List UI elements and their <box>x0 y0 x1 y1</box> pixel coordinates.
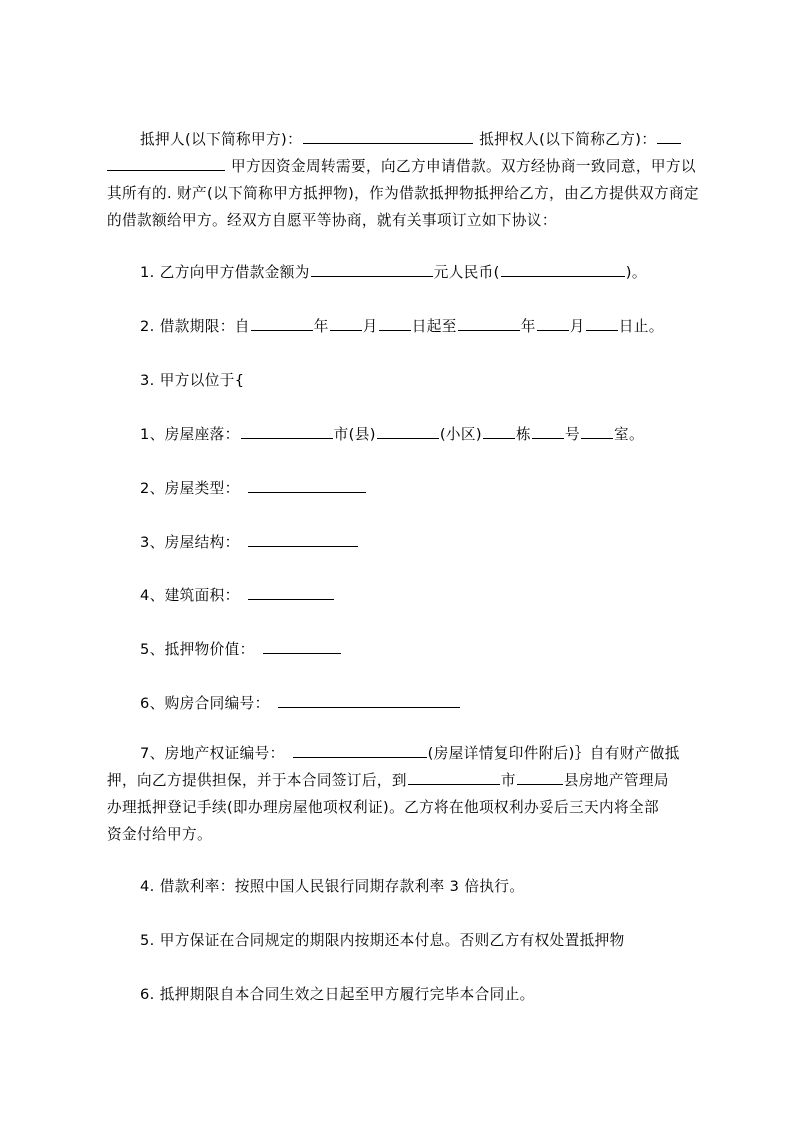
clause-1-suffix: )。 <box>625 264 647 281</box>
registry-office-label: 县房地产管理局 <box>563 772 669 789</box>
clause-5-text: 5. 甲方保证在合同规定的期限内按期还本付息。否则乙方有权处置抵押物 <box>140 932 625 949</box>
property-location <box>107 421 734 448</box>
party-b-label: 抵押权人(以下简称乙方)： <box>479 131 657 148</box>
loan-amount-blank[interactable] <box>311 262 433 277</box>
start-month-blank[interactable] <box>330 316 362 331</box>
building-label: 栋 <box>516 426 532 443</box>
property-area <box>107 582 734 609</box>
district-label: (小区) <box>439 426 483 443</box>
end-month-blank[interactable] <box>537 316 569 331</box>
location-label: 1、房屋座落： <box>140 426 240 443</box>
room-label: 室。 <box>614 426 645 443</box>
registry-county-blank[interactable] <box>517 770 563 785</box>
clause-6-text: 6. 抵押期限自本合同生效之日起至甲方履行完毕本合同止。 <box>140 986 535 1003</box>
number-label: 号 <box>565 426 581 443</box>
cert-line-3: 办理抵押登记手续(即办理房屋他项权利证)。乙方将在他项权利办妥后三天内将全部 <box>107 799 659 816</box>
registry-city-blank[interactable] <box>408 770 500 785</box>
start-year-blank[interactable] <box>251 316 313 331</box>
clause-1-currency: 元人民币( <box>433 264 500 281</box>
intro-paragraph <box>107 126 701 234</box>
party-a-blank[interactable] <box>303 129 473 144</box>
start-day-blank[interactable] <box>379 316 411 331</box>
registry-city-label: 市 <box>500 772 516 789</box>
collateral-value-blank[interactable] <box>263 639 341 654</box>
number-blank[interactable] <box>532 424 564 439</box>
month-label-2: 月 <box>569 318 585 335</box>
end-day-blank[interactable] <box>586 316 618 331</box>
property-type <box>107 475 734 502</box>
loan-amount-words-blank[interactable] <box>501 262 625 277</box>
clause-3-text: 3. 甲方以位于{ <box>140 372 245 389</box>
intro-body-text: 甲方因资金周转需要，向乙方申请借款。双方经协商一致同意，甲方以其所有的. 财产(以下简称甲方抵押物)，作为借款抵押物抵押给乙方，由乙方提供双方商定的借款额给甲方。经双方自愿平等协商，就有关事项订立如下协议： <box>107 158 700 229</box>
party-a-label: 抵押人(以下简称甲方)： <box>140 131 303 148</box>
cert-line-2: 押，向乙方提供担保，并于本合同签订后，到 <box>107 772 407 789</box>
collateral-value-label: 5、抵押物价值： <box>140 641 255 658</box>
property-area-blank[interactable] <box>248 585 334 600</box>
cert-label: 7、房地产权证编号： <box>140 745 285 762</box>
property-structure-blank[interactable] <box>248 532 358 547</box>
end-year-blank[interactable] <box>458 316 520 331</box>
cert-line-1: (房屋详情复印件附后)｝自有财产做抵 <box>427 745 680 762</box>
purchase-contract-number <box>107 690 734 717</box>
cert-line-4: 资金付给甲方。 <box>107 826 212 843</box>
collateral-value <box>107 636 734 663</box>
city-label: 市(县) <box>333 426 376 443</box>
property-area-label: 4、建筑面积： <box>140 587 240 604</box>
year-label-2: 年 <box>520 318 536 335</box>
clause-1 <box>107 259 734 286</box>
clause-4-text: 4. 借款利率：按照中国人民银行同期存款利率 3 倍执行。 <box>140 878 525 895</box>
clause-1-prefix: 1. 乙方向甲方借款金额为 <box>140 264 310 281</box>
party-b-blank-start[interactable] <box>657 129 681 144</box>
clause-2 <box>107 313 734 340</box>
clause-4 <box>107 873 734 900</box>
building-blank[interactable] <box>483 424 515 439</box>
property-cert-paragraph <box>107 740 701 848</box>
property-structure <box>107 529 734 556</box>
clause-2-prefix: 2. 借款期限：自 <box>140 318 250 335</box>
district-blank[interactable] <box>377 424 439 439</box>
property-type-blank[interactable] <box>248 478 366 493</box>
city-blank[interactable] <box>241 424 333 439</box>
clause-5 <box>107 927 734 954</box>
day-from-label: 日起至 <box>411 318 457 335</box>
clause-3 <box>107 367 734 394</box>
room-blank[interactable] <box>581 424 613 439</box>
purchase-contract-label: 6、购房合同编号： <box>140 695 270 712</box>
cert-number-blank[interactable] <box>293 743 427 758</box>
party-b-blank-end[interactable] <box>107 156 225 171</box>
year-label: 年 <box>313 318 329 335</box>
property-type-label: 2、房屋类型： <box>140 480 240 497</box>
purchase-contract-blank[interactable] <box>278 693 460 708</box>
clause-6 <box>107 981 734 1008</box>
property-structure-label: 3、房屋结构： <box>140 534 240 551</box>
month-label: 月 <box>362 318 378 335</box>
day-to-label: 日止。 <box>618 318 664 335</box>
